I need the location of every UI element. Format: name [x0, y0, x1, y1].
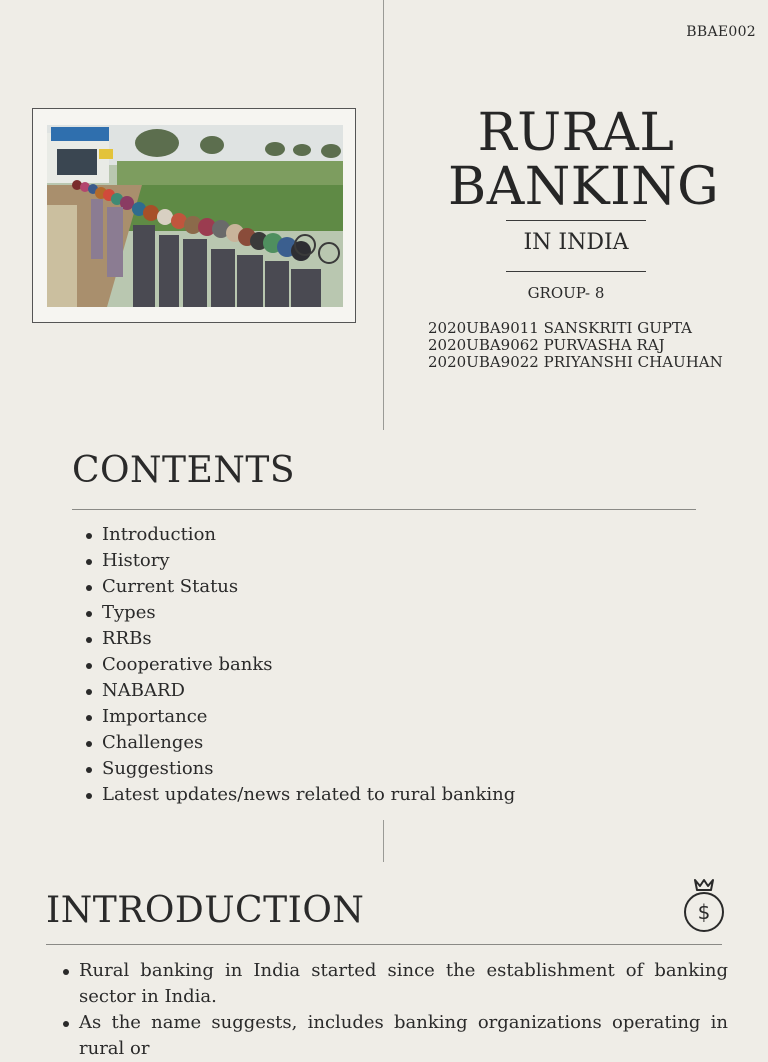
list-item: Challenges [84, 730, 515, 756]
list-item: Current Status [84, 574, 515, 600]
introduction-bullets [62, 958, 728, 1062]
title-rule-top [506, 220, 646, 221]
list-item: Cooperative banks [84, 652, 515, 678]
list-item: Suggestions [84, 756, 515, 782]
photo-frame [32, 108, 356, 323]
list-item: Latest updates/news related to rural banking [84, 782, 515, 808]
list-item: Types [84, 600, 515, 626]
list-item: As the name suggests, includes banking organizations operating in rural or [62, 1010, 728, 1062]
list-item: Rural banking in India started since the establishment of banking sector in India. [62, 958, 728, 1010]
introduction-rule [46, 944, 722, 945]
title-rule-bottom [506, 271, 646, 272]
contents-list [84, 522, 515, 808]
list-item: RRBs [84, 626, 515, 652]
course-code: BBAE002 [686, 24, 756, 40]
list-item: Introduction [84, 522, 515, 548]
subtitle: IN INDIA [523, 230, 629, 255]
svg-text:$: $ [697, 900, 711, 924]
money-bag-icon [682, 876, 726, 932]
contents-rule [72, 509, 696, 510]
member-entry: 2020UBA9011 SANSKRITI GUPTA [428, 319, 692, 337]
vertical-divider-top [383, 0, 384, 430]
bank-queue-photo [47, 125, 343, 307]
members-list [428, 320, 723, 371]
introduction-heading: INTRODUCTION [46, 890, 365, 931]
contents-heading: CONTENTS [72, 450, 296, 491]
list-item: NABARD [84, 678, 515, 704]
member-entry: 2020UBA9022 PRIYANSHI CHAUHAN [428, 353, 723, 371]
title-line-1: RURAL [477, 103, 675, 163]
group-label: GROUP- 8 [527, 284, 605, 302]
member-entry: 2020UBA9062 PURVASHA RAJ [428, 336, 665, 354]
list-item: Importance [84, 704, 515, 730]
vertical-divider-middle [383, 820, 384, 862]
title-line-2: BANKING [448, 157, 720, 217]
presentation-title [448, 103, 720, 217]
list-item: History [84, 548, 515, 574]
